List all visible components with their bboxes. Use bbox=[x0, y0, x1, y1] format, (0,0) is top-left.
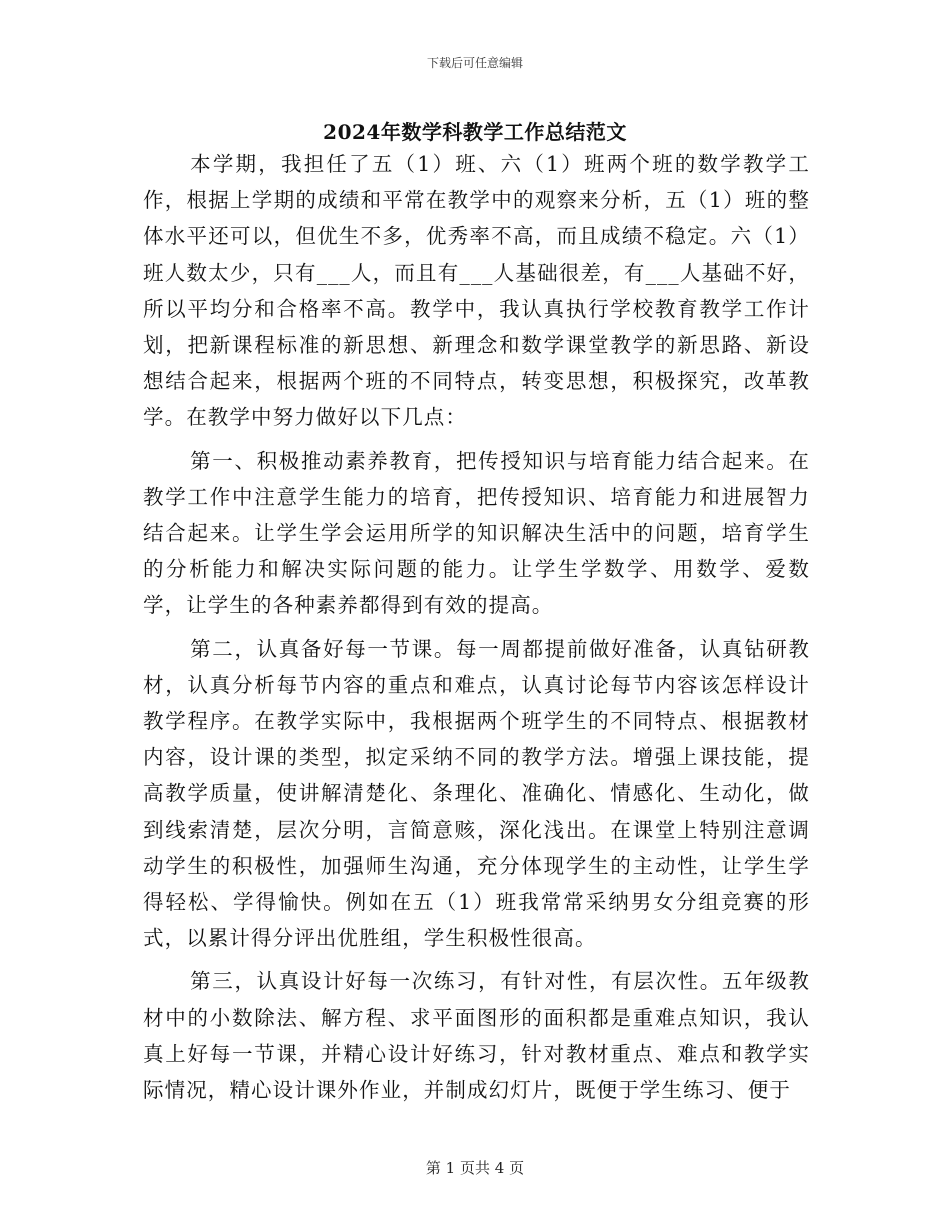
header-note: 下载后可任意编辑 bbox=[426, 56, 523, 70]
paragraph-point-one: 第一、积极推动素养教育，把传授知识与培育能力结合起来。在教学工作中注意学生能力的培育，把传授知识、培育能力和进展智力结合起来。让学生学会运用所学的知识解决生活中的问题，培育学生的分析能力和解决实际问题的能力。让学生学数学、用数学、爱数学，让学生的各种素养都得到有效的提高。 bbox=[143, 448, 810, 618]
document-title: 2024年数学科教学工作总结范文 bbox=[323, 120, 627, 144]
document-body bbox=[143, 146, 810, 1115]
paragraph-intro: 本学期，我担任了五（1）班、六（1）班两个班的数学教学工作，根据上学期的成绩和平常在教学中的观察来分析，五（1）班的整体水平还可以，但优生不多，优秀率不高，而且成绩不稳定。六（1）班人数太少，只有___人，而且有___人基础很差，有___人基础不好，所以平均分和合格率不高。教学中，我认真执行学校教育教学工作计划，把新课程标准的新思想、新理念和数学课堂教学的新思路、新设想结合起来，根据两个班的不同特点，转变思想，积极探究，改革教学。在教学中努力做好以下几点： bbox=[143, 152, 810, 430]
paragraph-point-two: 第二，认真备好每一节课。每一周都提前做好准备，认真钻研教材，认真分析每节内容的重点和难点，认真讨论每节内容该怎样设计教学程序。在教学实际中，我根据两个班学生的不同特点、根据教材内容，设计课的类型，拟定采纳不同的教学方法。增强上课技能，提高教学质量，使讲解清楚化、条理化、准确化、情感化、生动化，做到线索清楚，层次分明，言简意赅，深化浅出。在课堂上特别注意调动学生的积极性，加强师生沟通，充分体现学生的主动性，让学生学得轻松、学得愉快。例如在五（1）班我常常采纳男女分组竞赛的形式，以累计得分评出优胜组，学生积极性很高。 bbox=[143, 636, 810, 951]
page-footer: 第 1 页共 4 页 bbox=[425, 1159, 525, 1177]
paragraph-point-three: 第三，认真设计好每一次练习，有针对性，有层次性。五年级教材中的小数除法、解方程、求平面图形的面积都是重难点知识，我认真上好每一节课，并精心设计好练习，针对教材重点、难点和教学实际情况，精心设计课外作业，并制成幻灯片，既便于学生练习、便于 bbox=[143, 969, 810, 1103]
